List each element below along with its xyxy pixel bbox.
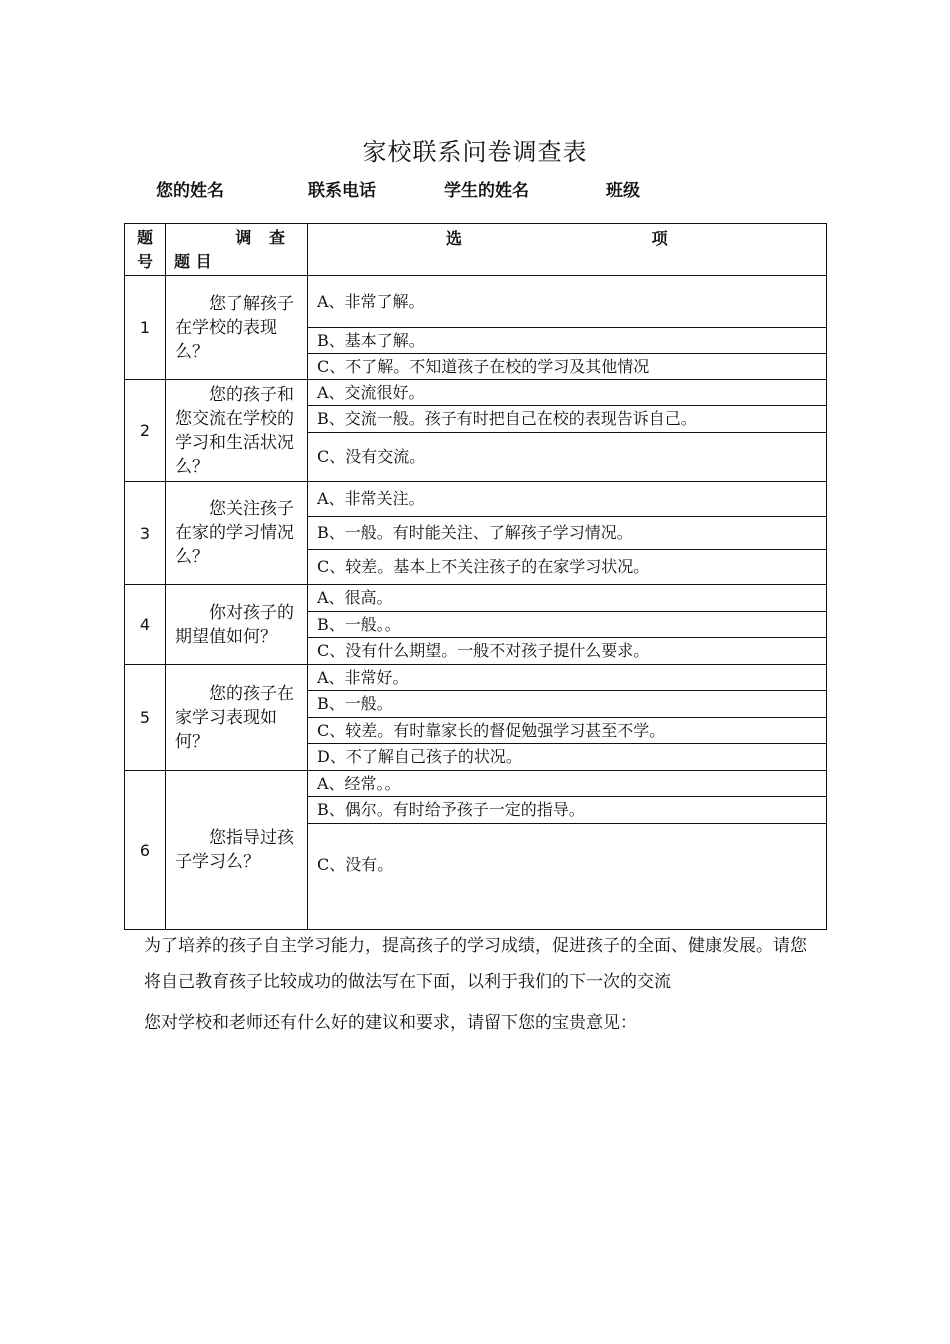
header-options-right: 项 (651, 229, 668, 248)
question-text: 您的孩子在家学习表现如何？ (166, 665, 308, 771)
question-number: 3 (125, 482, 166, 585)
footer-suggestion: 您对学校和老师还有什么好的建议和要求，请留下您的宝贵意见： (144, 1013, 637, 1033)
option-c: C、较差。基本上不关注孩子的在家学习状况。 (308, 550, 827, 585)
page-title: 家校联系问卷调查表 (362, 138, 588, 166)
student-name-label: 学生的姓名 (444, 181, 529, 201)
table-header-row (125, 224, 827, 276)
option-c: C、没有。 (308, 824, 827, 930)
option-a: A、非常了解。 (308, 276, 827, 328)
table-row (125, 380, 827, 406)
question-text: 您关注孩子在家的学习情况么？ (166, 482, 308, 585)
option-b: B、一般。。 (308, 612, 827, 638)
option-c: C、没有交流。 (308, 433, 827, 482)
header-options (308, 224, 827, 276)
class-label: 班级 (606, 181, 640, 201)
question-text: 你对孩子的期望值如何？ (166, 585, 308, 665)
question-number: 2 (125, 380, 166, 482)
question-text: 您指导过孩子学习么？ (166, 771, 308, 930)
question-text: 您的孩子和您交流在学校的学习和生活状况么？ (166, 380, 308, 482)
footer-paragraph: 为了培养的孩子自主学习能力，提高孩子的学习成绩，促进孩子的全面、健康发展。请您将自己教育孩子比较成功的做法写在下面，以利于我们的下一次的交流 (144, 936, 807, 992)
header-number (125, 224, 166, 276)
table-row (125, 585, 827, 612)
option-a: A、很高。 (308, 585, 827, 612)
header-question (166, 224, 308, 276)
option-b: B、一般。有时能关注、了解孩子学习情况。 (308, 517, 827, 550)
option-a: A、非常好。 (308, 665, 827, 691)
table-row (125, 771, 827, 797)
header-question-top: 调 查 (235, 228, 291, 247)
parent-name-label: 您的姓名 (156, 181, 224, 201)
option-b: B、偶尔。有时给予孩子一定的指导。 (308, 797, 827, 824)
option-b: B、一般。 (308, 691, 827, 718)
question-text: 您了解孩子在学校的表现么？ (166, 276, 308, 380)
option-d: D、不了解自己孩子的状况。 (308, 744, 827, 771)
option-a: A、交流很好。 (308, 380, 827, 406)
question-number: 5 (125, 665, 166, 771)
option-b: B、基本了解。 (308, 328, 827, 354)
table-row (125, 276, 827, 328)
survey-table (124, 223, 827, 930)
option-c: C、没有什么期望。一般不对孩子提什么要求。 (308, 638, 827, 665)
option-b: B、交流一般。孩子有时把自己在校的表现告诉自己。 (308, 406, 827, 433)
question-number: 4 (125, 585, 166, 665)
option-c: C、较差。有时靠家长的督促勉强学习甚至不学。 (308, 718, 827, 744)
table-row (125, 665, 827, 691)
header-options-left: 选 (446, 229, 463, 248)
option-a: A、非常关注。 (308, 482, 827, 517)
option-a: A、经常。。 (308, 771, 827, 797)
question-number: 1 (125, 276, 166, 380)
option-c: C、不了解。不知道孩子在校的学习及其他情况 (308, 354, 827, 380)
header-number-top: 题 (136, 228, 153, 247)
question-number: 6 (125, 771, 166, 930)
phone-label: 联系电话 (308, 181, 376, 201)
header-question-bottom: 题 目 (174, 252, 212, 271)
table-row (125, 482, 827, 517)
header-number-bottom: 号 (136, 252, 153, 271)
